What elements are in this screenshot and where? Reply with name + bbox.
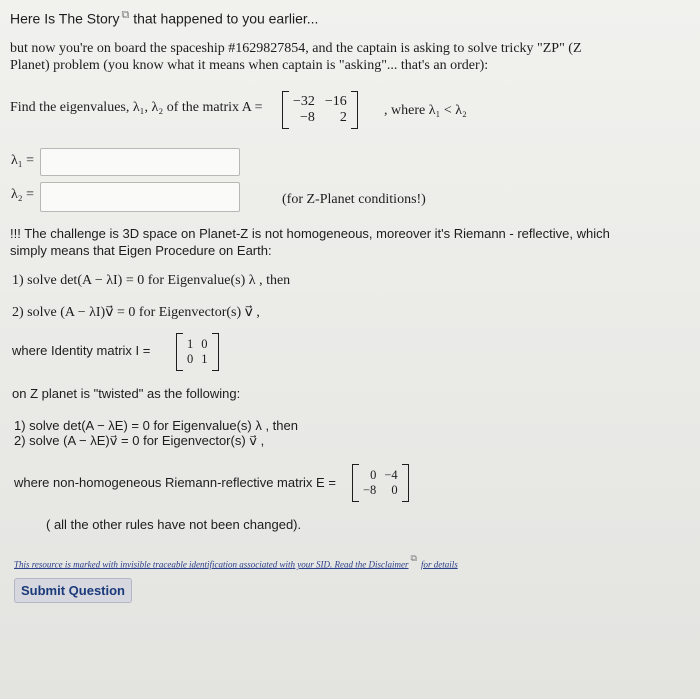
disclaimer-link[interactable]: This resource is marked with invisible traceable identification associated with your SID. Read the Disclaimer [14, 559, 409, 570]
question-prompt: Find the eigenvalues, λ₁, λ₂ of the matrix A = [10, 100, 263, 115]
matrix-cell: −16 [324, 94, 347, 109]
matrix-cell: −4 [384, 468, 398, 482]
identity-label: where Identity matrix I = [12, 343, 151, 358]
submit-question-button[interactable]: Submit Question [14, 578, 132, 603]
rules-note: ( all the other rules have not been changed). [46, 517, 302, 532]
matrix-cell: 0 [391, 483, 398, 497]
external-link-icon[interactable]: ⧉ [121, 9, 130, 21]
lambda2-input[interactable] [40, 182, 240, 212]
earth-step-2: 2) solve (A − λI)v⃗ = 0 for Eigenvector(s) v⃗ , [12, 305, 260, 320]
disclaimer [14, 553, 458, 572]
matrix-i-grid [183, 337, 212, 367]
matrix-a [282, 91, 358, 129]
matrix-cell: 2 [339, 110, 347, 125]
right-bracket [351, 91, 358, 129]
left-bracket [352, 464, 359, 502]
lambda2-label: λ₂ = [11, 187, 35, 202]
matrix-cell: 1 [201, 352, 208, 366]
matrix-i [176, 333, 219, 371]
left-bracket [176, 333, 183, 371]
matrix-e-grid [359, 468, 402, 498]
matrix-cell: 0 [201, 337, 208, 351]
matrix-cell: 0 [187, 352, 194, 366]
right-bracket [212, 333, 219, 371]
details-text: for details [420, 559, 458, 570]
matrix-cell: 0 [370, 468, 377, 482]
z-planet-note: (for Z-Planet conditions!) [282, 192, 426, 207]
story-intro-suffix: that happened to you earlier... [133, 10, 319, 27]
matrix-cell: −8 [363, 483, 377, 497]
z-step-2: 2) solve (A − λE)v⃗ = 0 for Eigenvector(s) v⃗ , [14, 433, 265, 448]
question-condition: , where λ₁ < λ₂ [384, 103, 467, 118]
z-step-1: 1) solve det(A − λE) = 0 for Eigenvalue(s) λ , then [14, 418, 298, 433]
right-bracket [402, 464, 409, 502]
story-link[interactable]: Here Is The Story [10, 10, 120, 27]
matrix-cell: −8 [300, 110, 315, 125]
matrix-e [352, 464, 409, 502]
story-intro [10, 9, 318, 27]
riemann-label: where non-homogeneous Riemann-reflective matrix E = [14, 475, 336, 490]
twisted-line: on Z planet is "twisted" as the following: [12, 386, 241, 401]
story-line-1: but now you're on board the spaceship #1629827854, and the captain is asking to solve tricky "ZP" (Z [10, 41, 582, 56]
matrix-cell: −32 [293, 94, 315, 109]
lambda1-input[interactable] [40, 148, 240, 176]
earth-step-1: 1) solve det(A − λI) = 0 for Eigenvalue(s) λ , then [12, 273, 291, 288]
left-bracket [282, 91, 289, 129]
matrix-cell: 1 [187, 337, 194, 351]
matrix-a-grid [289, 94, 351, 126]
challenge-line-2: simply means that Eigen Procedure on Earth: [10, 243, 272, 258]
challenge-line-1: !!! The challenge is 3D space on Planet-Z is not homogeneous, moreover it's Riemann - reflective, which [10, 226, 610, 241]
external-link-icon[interactable]: ⧉ [410, 553, 417, 563]
story-line-2: Planet) problem (you know what it means when captain is "asking"... that's an order): [10, 58, 489, 73]
lambda1-label: λ₁ = [11, 153, 35, 168]
